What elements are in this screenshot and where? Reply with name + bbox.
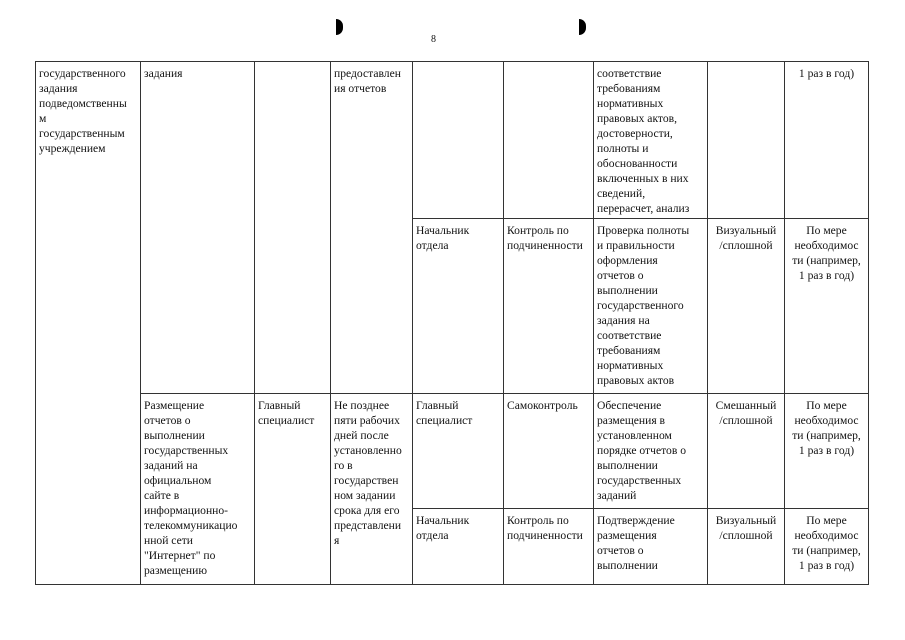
table-cell-frequency: По мере необходимос ти (например, 1 раз в год) [785,219,869,394]
table-cell-control-subject: государственного задания подведомственны м государственным учреждением [36,62,141,585]
table-cell-control-method: Визуальный /сплошной [708,509,785,585]
table-cell-operation: задания [141,62,255,394]
table-row [36,62,869,219]
table-cell-controller: Начальник отдела [413,219,504,394]
table-cell-deadline: предоставлен ия отчетов [331,62,413,394]
table-cell-frequency: 1 раз в год) [785,62,869,219]
table-cell-controller: Главный специалист [413,394,504,509]
table-cell-control-method: Смешанный /сплошной [708,394,785,509]
control-procedures-table [35,61,869,585]
table-cell-responsible [255,62,331,394]
table-cell-control-type: Контроль по подчиненности [504,509,594,585]
binding-hole-mark-right [579,19,586,35]
table-cell-control-type [504,62,594,219]
table-cell-controller [413,62,504,219]
table-cell-control-type: Самоконтроль [504,394,594,509]
table-row [36,394,869,509]
table-cell-responsible: Главный специалист [255,394,331,585]
table-cell-control-method: Визуальный /сплошной [708,219,785,394]
binding-hole-mark-left [336,19,343,35]
table-cell-frequency: По мере необходимос ти (например, 1 раз в год) [785,394,869,509]
table-cell-control-action: Проверка полноты и правильности оформления отчетов о выполнении государственного задания на соответствие требованиям нормативных правовых актов [594,219,708,394]
page-number: 8 [431,34,436,45]
table-cell-operation: Размещение отчетов о выполнении государственных заданий на официальном сайте в информационно- телекоммуникацио нной сети "Интернет" по размещению [141,394,255,585]
table-cell-control-method [708,62,785,219]
table-cell-control-action: Подтверждение размещения отчетов о выполнении [594,509,708,585]
table-cell-control-action: соответствие требованиям нормативных правовых актов, достоверности, полноты и обоснованности включенных в них сведений, перерасчет, анализ [594,62,708,219]
table-cell-deadline: Не позднее пяти рабочих дней после установленно го в государствен ном задании срока для его представлени я [331,394,413,585]
table-cell-controller: Начальник отдела [413,509,504,585]
table-cell-control-type: Контроль по подчиненности [504,219,594,394]
table-cell-frequency: По мере необходимос ти (например, 1 раз в год) [785,509,869,585]
table-cell-control-action: Обеспечение размещения в установленном порядке отчетов о выполнении государственных заданий [594,394,708,509]
